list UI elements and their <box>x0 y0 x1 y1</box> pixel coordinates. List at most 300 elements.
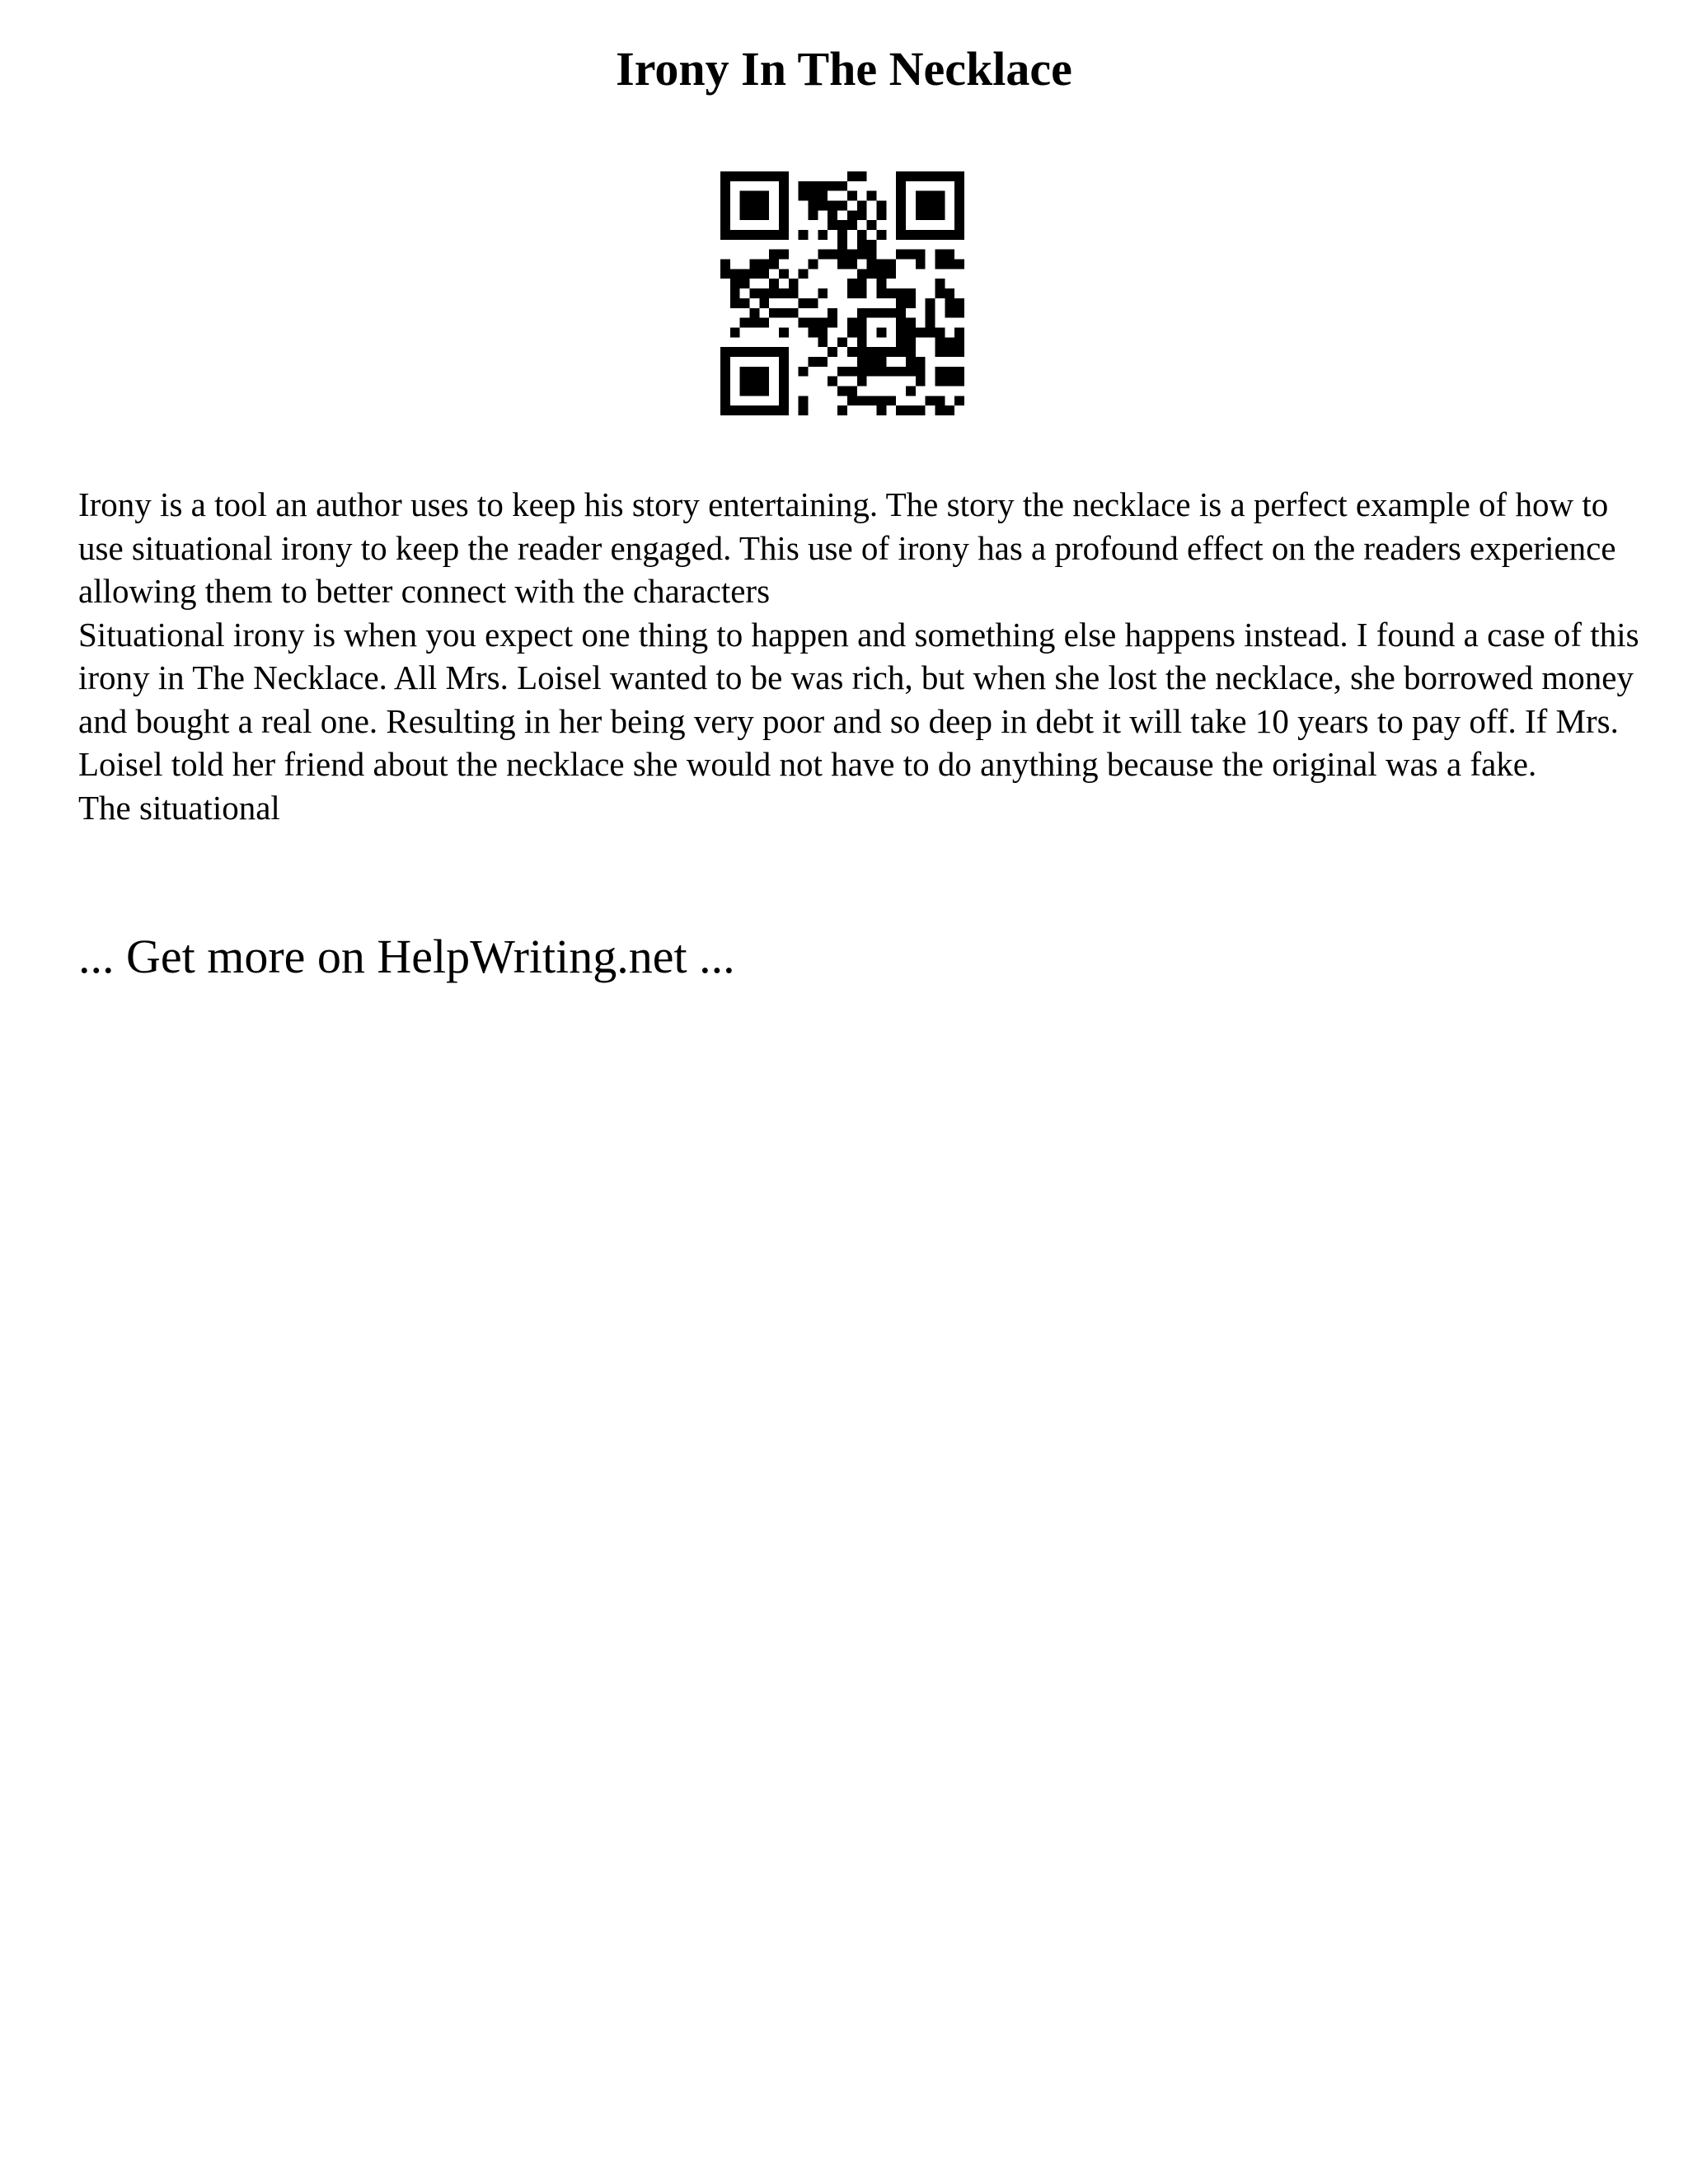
qr-module <box>809 298 818 308</box>
qr-module <box>857 318 867 328</box>
qr-module <box>750 405 760 415</box>
paragraph: Irony is a tool an author uses to keep his story entertaining. The story the necklace is a perfect example of how to use situational irony to keep the reader engaged. This use of irony has a profound effect on the readers experience allowing them to better connect with the characters <box>78 485 1616 610</box>
qr-module <box>867 367 877 377</box>
qr-module <box>876 396 886 405</box>
qr-module <box>720 396 730 405</box>
qr-module <box>876 327 886 337</box>
qr-module <box>857 396 867 405</box>
qr-module <box>935 327 945 337</box>
qr-module <box>876 230 886 240</box>
qr-module <box>876 308 886 318</box>
qr-module <box>818 288 828 298</box>
qr-module <box>945 377 954 387</box>
qr-module <box>750 230 760 240</box>
qr-module <box>896 230 906 240</box>
qr-module <box>857 288 867 298</box>
qr-module <box>906 327 916 337</box>
qr-module <box>789 279 799 288</box>
qr-module <box>935 279 945 288</box>
qr-module <box>935 367 945 377</box>
qr-module <box>759 377 769 387</box>
qr-module <box>867 260 877 269</box>
qr-module <box>720 181 730 191</box>
qr-module <box>945 347 954 357</box>
qr-module <box>857 279 867 288</box>
qr-module <box>847 260 857 269</box>
qr-module <box>926 327 935 337</box>
qr-module <box>857 357 867 367</box>
qr-module <box>896 318 906 328</box>
qr-module <box>828 377 837 387</box>
essay-body <box>78 483 1644 829</box>
qr-module <box>847 288 857 298</box>
qr-module <box>945 337 954 347</box>
qr-module <box>916 201 926 211</box>
qr-module <box>837 230 847 240</box>
qr-module <box>916 357 926 367</box>
qr-module <box>935 405 945 415</box>
qr-module <box>945 230 954 240</box>
qr-module <box>867 250 877 260</box>
qr-module <box>916 377 926 387</box>
qr-module <box>945 260 954 269</box>
qr-module <box>896 171 906 181</box>
qr-module <box>876 210 886 220</box>
qr-module <box>740 298 750 308</box>
qr-module <box>886 308 896 318</box>
qr-module <box>720 171 730 181</box>
qr-module <box>916 230 926 240</box>
qr-module <box>954 220 964 230</box>
qr-module <box>799 405 809 415</box>
qr-module <box>750 347 760 357</box>
qr-module <box>759 201 769 211</box>
qr-module <box>730 298 740 308</box>
qr-module <box>759 210 769 220</box>
qr-module <box>837 201 847 211</box>
qr-module <box>769 260 779 269</box>
qr-module <box>750 260 760 269</box>
qr-module <box>759 260 769 269</box>
qr-module <box>935 377 945 387</box>
qr-module <box>779 347 789 357</box>
qr-module <box>876 201 886 211</box>
qr-module <box>916 171 926 181</box>
qr-module <box>954 201 964 211</box>
qr-module <box>857 347 867 357</box>
qr-module <box>954 396 964 405</box>
qr-module <box>847 347 857 357</box>
qr-module <box>906 367 916 377</box>
qr-module <box>896 288 906 298</box>
qr-module <box>769 288 779 298</box>
qr-module <box>935 230 945 240</box>
qr-module <box>828 210 837 220</box>
qr-module <box>935 250 945 260</box>
qr-module <box>857 171 867 181</box>
qr-module <box>799 396 809 405</box>
qr-module <box>847 220 857 230</box>
qr-module <box>818 357 828 367</box>
qr-module <box>886 347 896 357</box>
qr-module <box>789 308 799 318</box>
qr-module <box>916 191 926 201</box>
qr-module <box>818 327 828 337</box>
qr-module <box>740 405 750 415</box>
qr-module <box>730 171 740 181</box>
qr-module <box>779 181 789 191</box>
qr-module <box>720 191 730 201</box>
qr-module <box>740 347 750 357</box>
qr-module <box>867 308 877 318</box>
qr-module <box>769 405 779 415</box>
qr-module <box>779 377 789 387</box>
qr-module <box>828 201 837 211</box>
qr-module <box>799 181 809 191</box>
qr-module <box>828 181 837 191</box>
qr-module <box>818 230 828 240</box>
qr-module <box>720 367 730 377</box>
qr-module <box>789 288 799 298</box>
qr-module <box>945 250 954 260</box>
qr-module <box>876 357 886 367</box>
qr-module <box>779 230 789 240</box>
qr-module <box>759 318 769 328</box>
qr-module <box>954 181 964 191</box>
qr-module <box>837 405 847 415</box>
qr-module <box>876 367 886 377</box>
qr-module <box>809 260 818 269</box>
qr-module <box>799 367 809 377</box>
qr-module <box>799 318 809 328</box>
qr-module <box>847 250 857 260</box>
qr-module <box>759 386 769 396</box>
qr-module <box>750 171 760 181</box>
qr-module <box>828 318 837 328</box>
qr-module <box>906 318 916 328</box>
qr-module <box>867 240 877 250</box>
qr-module <box>926 308 935 318</box>
qr-module <box>779 210 789 220</box>
qr-module <box>847 318 857 328</box>
qr-module <box>720 260 730 269</box>
qr-module <box>759 405 769 415</box>
qr-module <box>954 327 964 337</box>
qr-module <box>857 210 867 220</box>
qr-module <box>954 367 964 377</box>
qr-module <box>730 269 740 279</box>
qr-module <box>896 250 906 260</box>
qr-module <box>876 279 886 288</box>
qr-module <box>935 396 945 405</box>
qr-module <box>867 191 877 201</box>
qr-module <box>916 260 926 269</box>
qr-module <box>837 240 847 250</box>
qr-module <box>730 230 740 240</box>
qr-module <box>759 298 769 308</box>
qr-module <box>926 318 935 328</box>
qr-module <box>809 357 818 367</box>
qr-module <box>750 377 760 387</box>
qr-module <box>876 405 886 415</box>
qr-module <box>740 377 750 387</box>
qr-module <box>769 279 779 288</box>
qr-module <box>740 171 750 181</box>
qr-module <box>926 191 935 201</box>
qr-module <box>926 396 935 405</box>
qr-module <box>916 405 926 415</box>
qr-module <box>769 230 779 240</box>
qr-module <box>759 171 769 181</box>
qr-module <box>935 201 945 211</box>
qr-module <box>779 386 789 396</box>
qr-module <box>730 327 740 337</box>
qr-module <box>779 269 789 279</box>
qr-module <box>799 191 809 201</box>
qr-module <box>926 298 935 308</box>
qr-module <box>954 337 964 347</box>
paragraph: The situational <box>78 788 280 827</box>
qr-module <box>857 308 867 318</box>
qr-module <box>935 347 945 357</box>
qr-module <box>847 327 857 337</box>
qr-module <box>779 367 789 377</box>
qr-module <box>730 347 740 357</box>
qr-module <box>779 191 789 201</box>
qr-module <box>945 298 954 308</box>
qr-module <box>906 171 916 181</box>
qr-module <box>809 191 818 201</box>
qr-module <box>945 367 954 377</box>
qr-module <box>769 171 779 181</box>
qr-module <box>954 260 964 269</box>
qr-module <box>867 220 877 230</box>
qr-module <box>750 308 760 318</box>
qr-module <box>916 327 926 337</box>
qr-module <box>750 191 760 201</box>
qr-module <box>906 405 916 415</box>
qr-module <box>720 405 730 415</box>
qr-module <box>906 230 916 240</box>
qr-module <box>886 269 896 279</box>
qr-module <box>779 327 789 337</box>
qr-module <box>779 250 789 260</box>
qr-module <box>837 220 847 230</box>
qr-module <box>720 220 730 230</box>
qr-module <box>954 347 964 357</box>
qr-module <box>818 191 828 201</box>
qr-module <box>779 308 789 318</box>
qr-module <box>750 201 760 211</box>
qr-module <box>954 191 964 201</box>
qr-module <box>886 260 896 269</box>
qr-module <box>769 347 779 357</box>
qr-module <box>857 367 867 377</box>
qr-module <box>828 308 837 318</box>
qr-module <box>720 210 730 220</box>
qr-module <box>837 250 847 260</box>
qr-module <box>954 308 964 318</box>
qr-module <box>837 367 847 377</box>
qr-module <box>720 230 730 240</box>
qr-module <box>945 171 954 181</box>
qr-module <box>896 347 906 357</box>
paragraph: Situational irony is when you expect one thing to happen and something else happens instead. I found a case of this irony in The Necklace. All Mrs. Loisel wanted to be was rich, but when she lost the necklace, she borrowed money and bought a real one. Resulting in her being very poor and so deep in debt it will take 10 years to pay off. If Mrs. Loisel told her friend about the necklace she would not have to do anything because the original was a fake. <box>78 615 1639 783</box>
qr-module <box>828 347 837 357</box>
qr-module <box>906 357 916 367</box>
qr-module <box>945 405 954 415</box>
qr-module <box>779 288 789 298</box>
qr-module <box>720 377 730 387</box>
qr-module <box>720 347 730 357</box>
qr-module <box>847 171 857 181</box>
qr-module <box>906 347 916 357</box>
qr-module <box>818 318 828 328</box>
qr-module <box>730 405 740 415</box>
qr-module <box>926 201 935 211</box>
qr-module <box>809 181 818 191</box>
qr-module <box>896 298 906 308</box>
qr-module <box>896 220 906 230</box>
qr-module <box>750 386 760 396</box>
qr-module <box>867 269 877 279</box>
qr-module <box>886 367 896 377</box>
qr-module <box>720 386 730 396</box>
qr-module <box>730 279 740 288</box>
qr-module <box>896 210 906 220</box>
qr-module <box>876 260 886 269</box>
qr-module <box>916 210 926 220</box>
qr-module <box>935 288 945 298</box>
qr-module <box>935 191 945 201</box>
qr-module <box>867 396 877 405</box>
qr-module <box>847 210 857 220</box>
qr-module <box>720 201 730 211</box>
qr-module <box>740 201 750 211</box>
qr-module <box>886 396 896 405</box>
qr-module <box>935 171 945 181</box>
qr-module <box>857 337 867 347</box>
qr-module <box>896 327 906 337</box>
qr-module <box>837 260 847 269</box>
qr-module <box>896 308 906 318</box>
qr-module <box>740 318 750 328</box>
qr-module <box>945 308 954 318</box>
qr-module <box>867 347 877 357</box>
qr-module <box>935 260 945 269</box>
qr-module <box>818 181 828 191</box>
qr-module <box>876 347 886 357</box>
qr-module <box>818 250 828 260</box>
qr-module <box>857 240 867 250</box>
qr-module <box>906 298 916 308</box>
page-title: Irony In The Necklace <box>616 42 1072 96</box>
qr-module <box>857 327 867 337</box>
qr-module <box>750 269 760 279</box>
qr-module <box>906 386 916 396</box>
qr-module <box>954 230 964 240</box>
qr-module <box>867 357 877 367</box>
qr-module <box>926 210 935 220</box>
qr-module <box>779 396 789 405</box>
qr-module <box>906 250 916 260</box>
qr-module <box>876 269 886 279</box>
qr-module <box>750 210 760 220</box>
qr-module <box>847 396 857 405</box>
qr-module <box>828 250 837 260</box>
qr-module <box>954 210 964 220</box>
qr-module <box>750 367 760 377</box>
qr-module <box>740 367 750 377</box>
qr-module <box>818 201 828 211</box>
get-more-link[interactable]: ... Get more on HelpWriting.net ... <box>78 930 735 983</box>
qr-module <box>945 288 954 298</box>
qr-module <box>896 405 906 415</box>
qr-module <box>837 181 847 191</box>
qr-module <box>954 171 964 181</box>
qr-module <box>750 288 760 298</box>
qr-module <box>759 191 769 201</box>
qr-module <box>769 250 779 260</box>
qr-module <box>876 288 886 298</box>
qr-module <box>799 230 809 240</box>
qr-module <box>847 386 857 396</box>
qr-module <box>847 279 857 288</box>
qr-module <box>740 191 750 201</box>
qr-module <box>896 367 906 377</box>
qr-module <box>759 269 769 279</box>
qr-module <box>799 298 809 308</box>
qr-module <box>759 367 769 377</box>
qr-module <box>779 405 789 415</box>
qr-module <box>857 269 867 279</box>
qr-module <box>809 210 818 220</box>
qr-module <box>954 377 964 387</box>
qr-module <box>896 337 906 347</box>
qr-module <box>740 386 750 396</box>
qr-module <box>857 377 867 387</box>
qr-module <box>896 181 906 191</box>
qr-module <box>916 250 926 260</box>
qr-module <box>740 230 750 240</box>
qr-module <box>935 210 945 220</box>
qr-module <box>759 230 769 240</box>
qr-module <box>906 288 916 298</box>
qr-module <box>769 308 779 318</box>
qr-module <box>740 269 750 279</box>
qr-module <box>818 337 828 347</box>
qr-module <box>926 171 935 181</box>
qr-module <box>857 201 867 211</box>
qr-module <box>954 298 964 308</box>
qr-module <box>809 318 818 328</box>
qr-module <box>809 201 818 211</box>
qr-module <box>857 230 867 240</box>
qr-module <box>916 367 926 377</box>
qr-module <box>779 201 789 211</box>
qr-module <box>828 220 837 230</box>
qr-module <box>779 220 789 230</box>
qr-module <box>847 367 857 377</box>
qr-module <box>720 357 730 367</box>
qr-module <box>759 347 769 357</box>
qr-module <box>779 357 789 367</box>
qr-module <box>886 288 896 298</box>
qr-module <box>740 210 750 220</box>
qr-module <box>759 288 769 298</box>
qr-module <box>847 191 857 201</box>
qr-module <box>926 230 935 240</box>
